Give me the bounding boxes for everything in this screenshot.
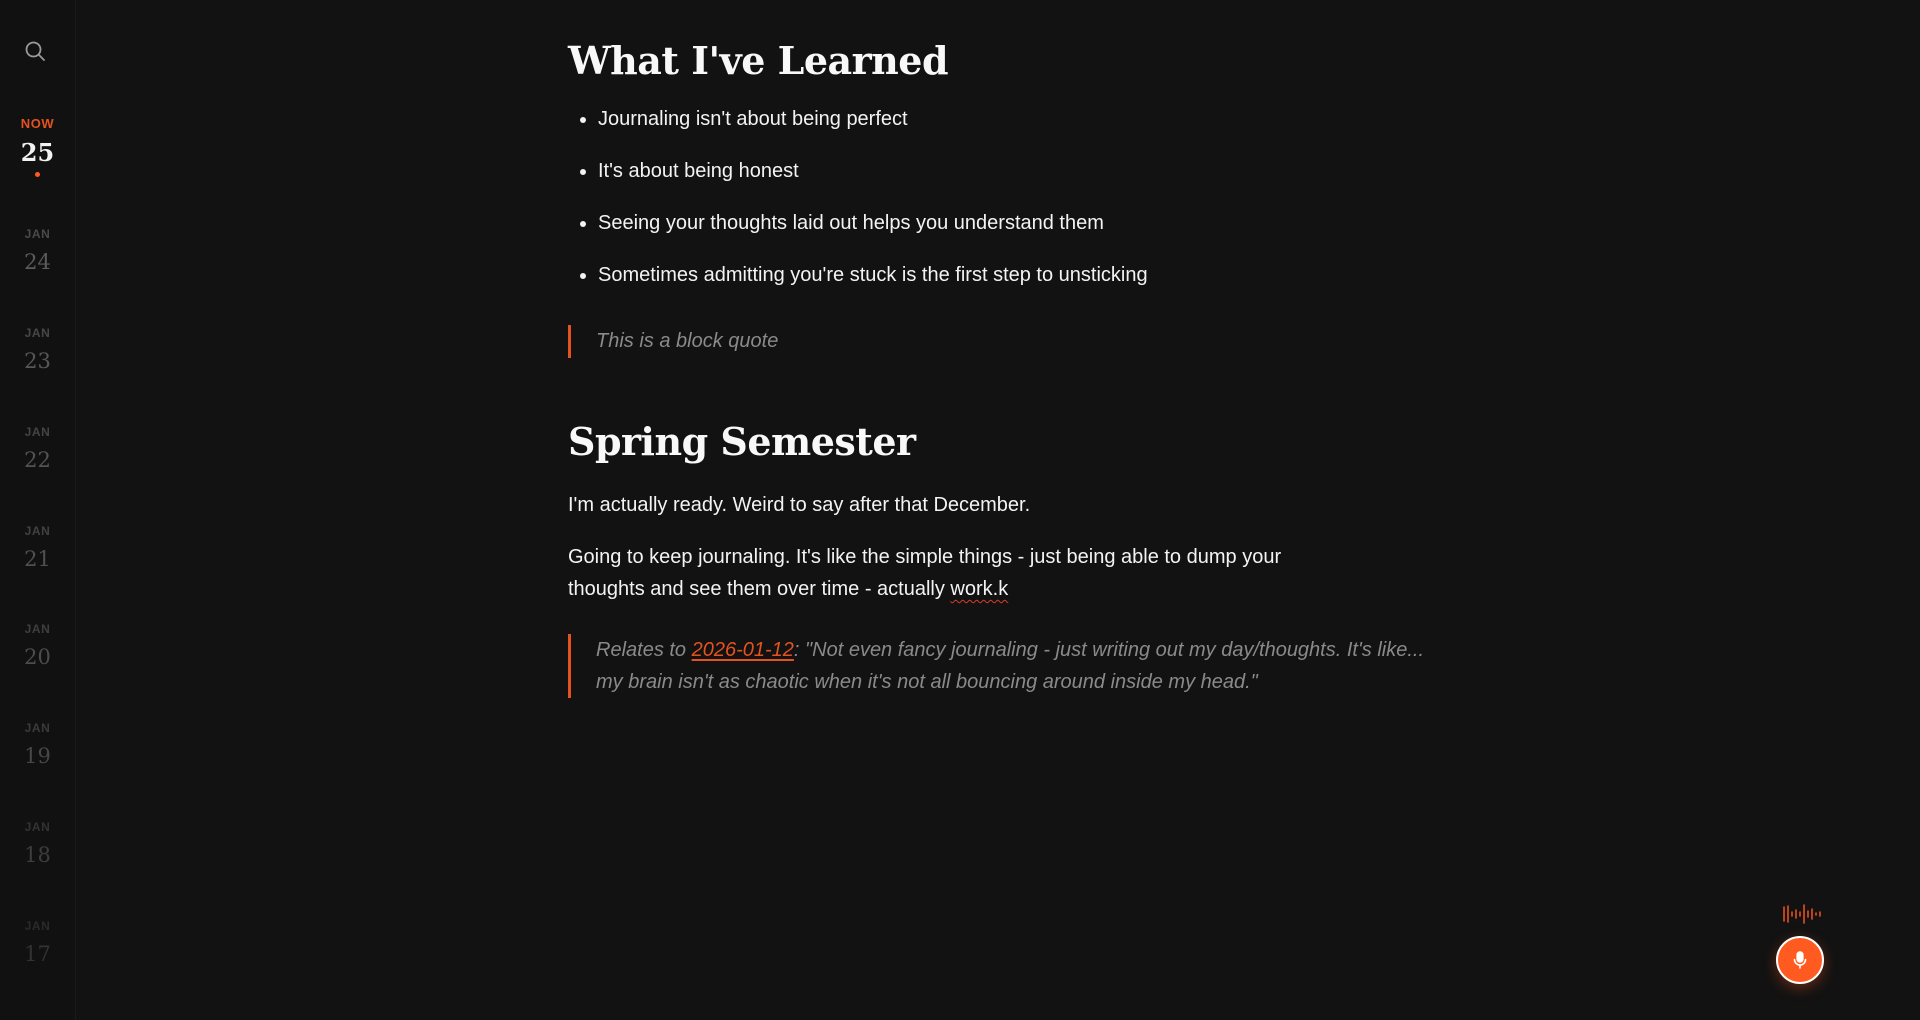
day-month-label: JAN [24,425,51,439]
quote-text: : "Not even fancy journaling - just writing out my day/thoughts. It's like... my brain isn't as chaotic when it's not all bouncing around inside my head." [596,639,1425,693]
reference-quote [568,634,1426,698]
day-number: 19 [24,744,51,768]
paragraph [568,541,1358,605]
search-button[interactable] [23,39,51,67]
sidebar-day-18[interactable] [0,819,75,870]
waveform-icon [1782,904,1822,924]
paragraph-text: Going to keep journaling. It's like the simple things - just being able to dump your thoughts and see them over time - actually [568,546,1282,600]
entry-reference-link[interactable]: 2026-01-12 [691,639,794,661]
block-quote: This is a block quote [568,325,778,358]
record-voice-button[interactable] [1776,936,1824,984]
sidebar-day-21[interactable] [0,523,75,574]
day-number: 17 [24,942,51,966]
day-month-label: NOW [20,116,55,131]
day-month-label: JAN [24,919,51,933]
current-day-dot [35,172,40,177]
day-number: 22 [24,448,51,472]
search-icon [23,39,47,63]
sidebar-day-23[interactable] [0,325,75,376]
sidebar-day-17[interactable] [0,918,75,969]
list-item: • Sometimes admitting you're stuck is the first step to unsticking [598,263,1148,315]
day-month-label: JAN [24,524,51,538]
day-month-label: JAN [24,326,51,340]
sidebar-day-22[interactable] [0,424,75,475]
quote-prefix: Relates to [596,639,692,661]
paragraph: I'm actually ready. Weird to say after that December. [568,494,1031,516]
list-item: • Journaling isn't about being perfect [598,107,1148,159]
day-number: 25 [20,138,55,167]
day-number: 18 [24,843,51,867]
misspelled-word[interactable]: work.k [950,578,1009,600]
section-heading-learned: What I've Learned [568,38,949,83]
day-number: 24 [24,250,51,274]
day-month-label: JAN [24,227,51,241]
day-number: 23 [24,349,51,373]
day-month-label: JAN [24,820,51,834]
sidebar-day-24[interactable] [0,226,75,277]
section-heading-spring: Spring Semester [568,419,916,464]
day-month-label: JAN [24,622,51,636]
microphone-icon [1792,951,1808,969]
sidebar-day-19[interactable] [0,720,75,771]
list-item: • Seeing your thoughts laid out helps you understand them [598,211,1148,263]
sidebar-day-now[interactable] [0,116,75,177]
list-item: • It's about being honest [598,159,1148,211]
day-number: 21 [24,547,51,571]
sidebar-day-20[interactable] [0,621,75,672]
day-month-label: JAN [24,721,51,735]
date-sidebar [0,0,76,1020]
day-number: 20 [24,645,51,669]
learned-list [568,107,1148,315]
